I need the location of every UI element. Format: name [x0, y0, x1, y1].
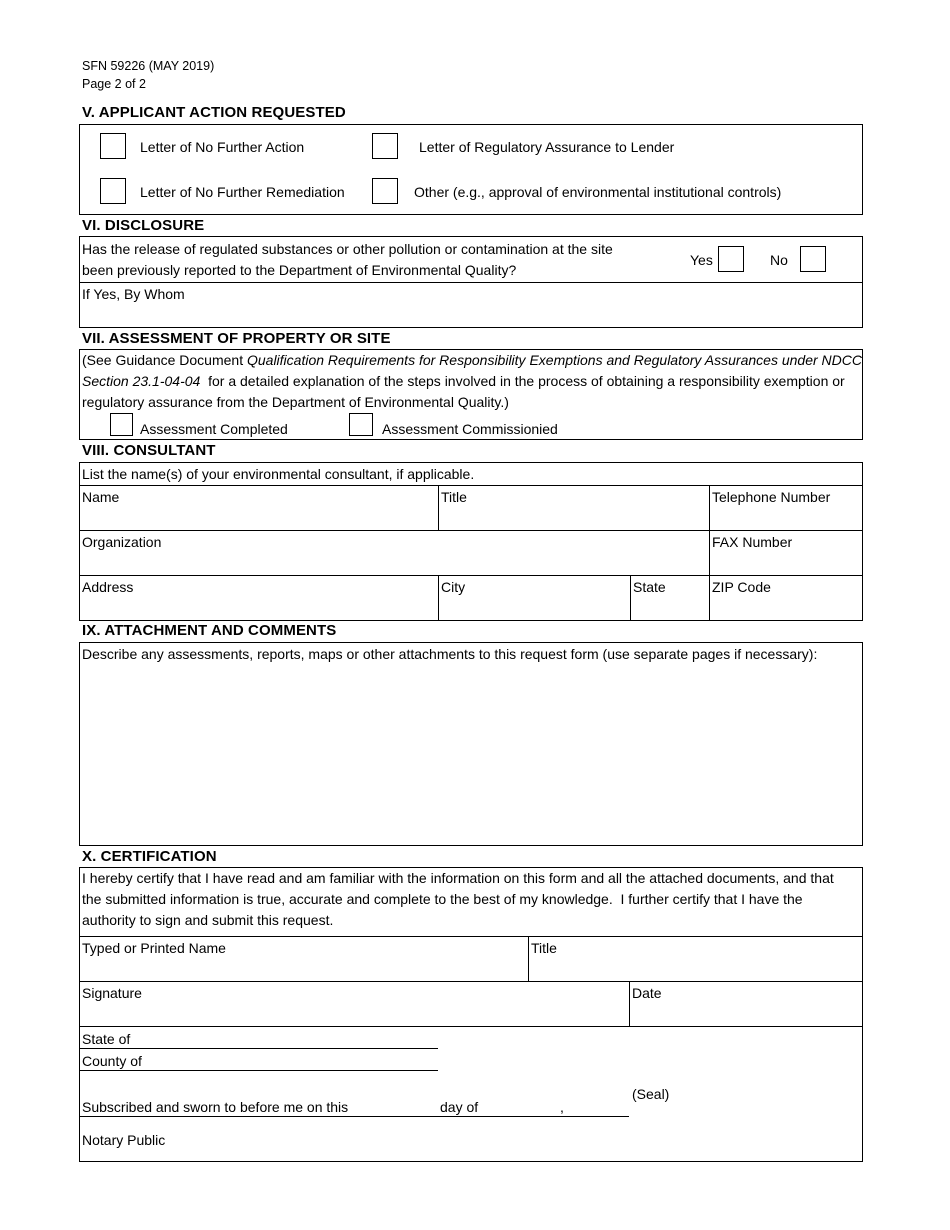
form-number: SFN 59226 (MAY 2019) [82, 59, 215, 73]
divider [80, 981, 862, 982]
label-no-further-action: Letter of No Further Action [140, 139, 305, 155]
label-no-further-remediation: Letter of No Further Remediation [140, 184, 345, 200]
state-of-line[interactable] [80, 1048, 438, 1049]
yes-label: Yes [690, 252, 713, 268]
county-of-label: County of [82, 1053, 142, 1069]
checkbox-yes[interactable] [718, 246, 744, 272]
consultant-instruction: List the name(s) of your environmental consultant, if applicable. [82, 466, 475, 482]
seal-label: (Seal) [632, 1086, 670, 1102]
section-x-box [79, 867, 863, 1162]
signature-label: Signature [82, 985, 142, 1001]
day-of-label: day of [440, 1099, 479, 1115]
guidance-suffix: for a detailed explanation of the steps involved in the process of obtaining a responsibility exemption or [200, 373, 845, 389]
page-number: Page 2 of 2 [82, 77, 146, 91]
divider [80, 1026, 862, 1027]
label-regulatory-assurance: Letter of Regulatory Assurance to Lender [419, 139, 675, 155]
section-v-title: V. APPLICANT ACTION REQUESTED [82, 104, 346, 121]
divider [528, 936, 529, 981]
guidance-line1 [82, 350, 860, 372]
label-assessment-completed: Assessment Completed [140, 421, 288, 437]
divider [629, 981, 630, 1026]
label-assessment-commissioned: Assessment Commissionied [382, 421, 558, 437]
divider [80, 936, 862, 937]
section-viii-box [79, 462, 863, 621]
disclosure-question-line1: Has the release of regulated substances or other pollution or contamination at the site [82, 241, 613, 257]
section-x-title: X. CERTIFICATION [82, 848, 217, 865]
divider [438, 485, 439, 530]
section-vii-title: VII. ASSESSMENT OF PROPERTY OR SITE [82, 330, 391, 347]
checkbox-no[interactable] [800, 246, 826, 272]
checkbox-assessment-commissioned[interactable] [349, 413, 373, 436]
section-vi-box [79, 236, 863, 328]
divider [709, 485, 710, 620]
certification-line3: authority to sign and submit this request. [82, 912, 334, 928]
attachments-instruction: Describe any assessments, reports, maps or other attachments to this request form (use separate pages if necessary): [82, 646, 818, 662]
certification-line2: the submitted information is true, accurate and complete to the best of my knowledge. I further certify that I have the [82, 891, 803, 907]
consultant-state-label: State [633, 579, 666, 595]
cert-title-label: Title [531, 940, 557, 956]
by-whom-field[interactable] [80, 283, 862, 327]
state-of-label: State of [82, 1031, 131, 1047]
consultant-address-label: Address [82, 579, 134, 595]
subscribed-label: Subscribed and sworn to before me on this [82, 1099, 349, 1115]
by-whom-label: If Yes, By Whom [82, 286, 185, 302]
notary-public-label: Notary Public [82, 1132, 166, 1148]
divider [80, 485, 862, 486]
divider [80, 530, 862, 531]
section-v-box [79, 124, 863, 215]
consultant-organization-label: Organization [82, 534, 162, 550]
consultant-city-label: City [441, 579, 466, 595]
checkbox-regulatory-assurance[interactable] [372, 133, 398, 159]
guidance-title: Qualification Requirements for Responsibility Exemptions and Regulatory Assurances under NDCC [246, 352, 862, 368]
section-vi-title: VI. DISCLOSURE [82, 217, 205, 234]
no-label: No [770, 252, 788, 268]
consultant-fax-label: FAX Number [712, 534, 793, 550]
section-ix-title: IX. ATTACHMENT AND COMMENTS [82, 622, 337, 639]
certification-line1: I hereby certify that I have read and am familiar with the information on this form and all the attached documents, and that [82, 870, 834, 886]
consultant-name-label: Name [82, 489, 120, 505]
divider [438, 575, 439, 620]
date-label: Date [632, 985, 662, 1001]
consultant-telephone-label: Telephone Number [712, 489, 831, 505]
comma-label: , [560, 1099, 564, 1115]
guidance-line3: regulatory assurance from the Department of Environmental Quality.) [82, 394, 509, 410]
checkbox-other[interactable] [372, 178, 398, 204]
section-viii-title: VIII. CONSULTANT [82, 442, 216, 459]
checkbox-no-further-action[interactable] [100, 133, 126, 159]
guidance-section: Section 23.1-04-04 [82, 373, 201, 389]
checkbox-assessment-completed[interactable] [110, 413, 133, 436]
section-vii-box [79, 349, 863, 440]
divider [630, 575, 631, 620]
attachments-field[interactable] [79, 642, 863, 846]
consultant-zip-label: ZIP Code [712, 579, 771, 595]
divider [80, 575, 862, 576]
consultant-title-label: Title [441, 489, 467, 505]
checkbox-no-further-remediation[interactable] [100, 178, 126, 204]
guidance-line2 [82, 371, 860, 393]
disclosure-question-line2: been previously reported to the Department of Environmental Quality? [82, 262, 517, 278]
guidance-prefix: (See Guidance Document [82, 352, 247, 368]
subscribed-line[interactable] [80, 1116, 629, 1117]
label-other: Other (e.g., approval of environmental institutional controls) [414, 184, 782, 200]
printed-name-label: Typed or Printed Name [82, 940, 226, 956]
county-of-line[interactable] [80, 1070, 438, 1071]
